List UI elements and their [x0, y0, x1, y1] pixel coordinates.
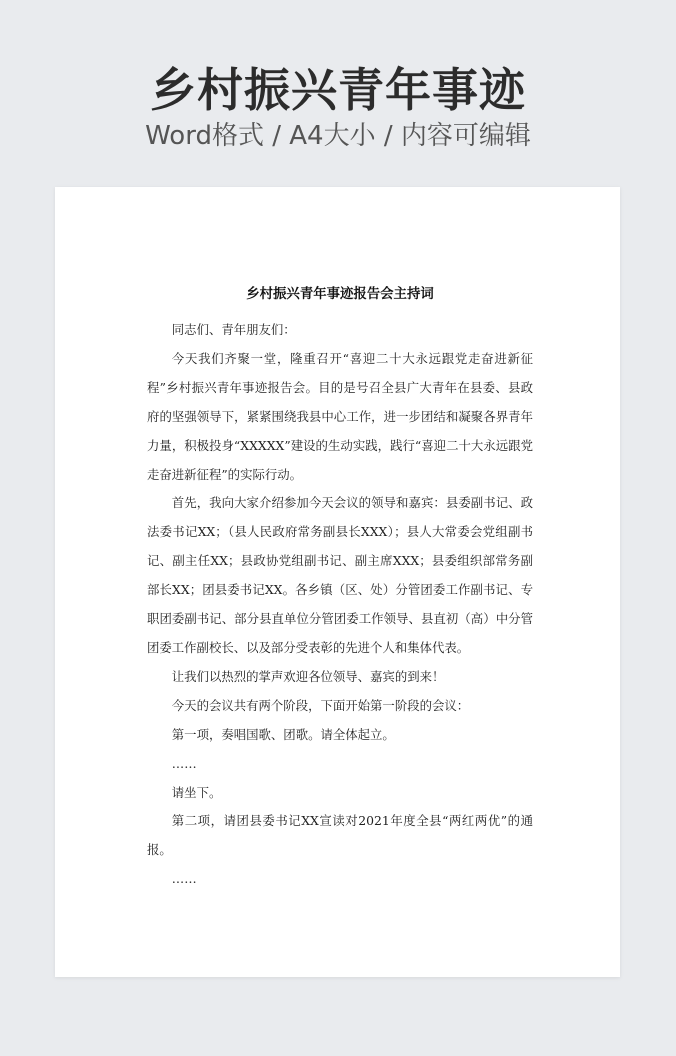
guests-paragraph: 首先，我向大家介绍参加今天会议的领导和嘉宾：县委副书记、政法委书记XX；（县人民政府常务副县长XXX）；县人大常委会党组副书记、副主任XX；县政协党组副书记、副主席XXX；县委组织部常务副部长XX；团县委书记XX。各乡镇（区、处）分管团委工作副书记、专职团委副书记、部分县直单位分管团委工作领导、县直初（高）中分管团委工作副校长、以及部分受表彰的先进个人和集体代表。	[147, 495, 533, 655]
sit-down-paragraph: 请坐下。	[171, 784, 222, 800]
item-two-paragraph: 第二项，请团县委书记XX宣读对2021年度全县“两红两优”的通报。	[147, 813, 533, 858]
banner-subtitle: Word格式 / A4大小 / 内容可编辑	[145, 121, 531, 151]
opening-paragraph: 今天我们齐聚一堂，隆重召开“喜迎二十大永远跟党走奋进新征程”乡村振兴青年事迹报告会。目的是号召全县广大青年在县委、县政府的坚强领导下，紧紧围绕我县中心工作，进一步团结和凝聚各界青年力量，积极投身“XXXXX”建设的生动实践，践行“喜迎二十大永远跟党走奋进新征程”的实际行动。	[147, 350, 533, 482]
greeting-paragraph: 同志们、青年朋友们：	[171, 322, 296, 337]
welcome-paragraph: 让我们以热烈的掌声欢迎各位领导、嘉宾的到来！	[171, 668, 445, 684]
item-one-paragraph: 第一项，奏唱国歌、团歌。请全体起立。	[171, 726, 395, 742]
banner-title: 乡村振兴青年事迹	[150, 63, 526, 117]
agenda-paragraph: 今天的会议共有两个阶段，下面开始第一阶段的会议：	[171, 697, 470, 713]
ellipsis-paragraph: ……	[171, 871, 197, 887]
document-title: 乡村振兴青年事迹报告会主持词	[246, 287, 434, 302]
document-body	[147, 285, 533, 894]
ellipsis-paragraph: ……	[171, 755, 197, 771]
document-page	[55, 187, 620, 977]
